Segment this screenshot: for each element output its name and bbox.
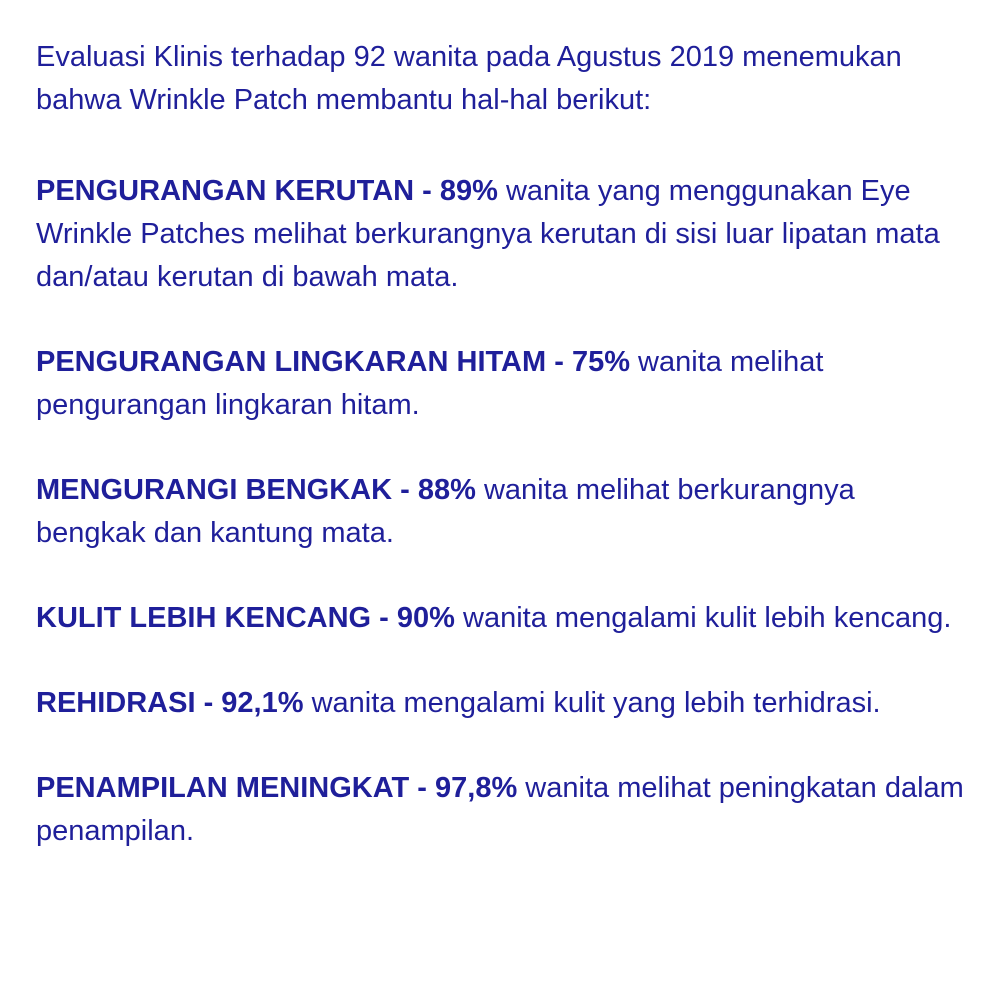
intro-text: Evaluasi Klinis terhadap 92 wanita pada Agustus 2019 menemukan bahwa Wrinkle Patch membantu hal-hal berikut: [36,41,902,116]
finding-heading: PENAMPILAN MENINGKAT [36,772,410,804]
finding-heading: PENGURANGAN KERUTAN [36,175,415,207]
finding-separator: - [392,474,418,506]
finding-text: wanita melihat pengurangan lingkaran hitam. [36,346,824,421]
finding-stat: 88% [417,474,476,506]
finding-stat: 75% [571,346,630,378]
finding-stat: 89% [439,175,498,207]
finding-heading: KULIT LEBIH KENCANG [36,602,372,634]
finding-firmer-skin [36,597,966,640]
finding-text: wanita melihat berkurangnya bengkak dan kantung mata. [36,474,855,549]
finding-separator: - [409,772,436,804]
finding-stat: 97,8% [435,772,518,804]
finding-separator: - [546,346,572,378]
finding-text: wanita mengalami kulit lebih kencang. [454,602,952,634]
finding-heading: REHIDRASI [36,687,196,719]
finding-text: wanita mengalami kulit yang lebih terhidrasi. [303,687,881,719]
finding-wrinkle-reduction [36,170,966,299]
clinical-evaluation-page [36,36,966,853]
finding-separator: - [195,687,222,719]
finding-dark-circle-reduction [36,341,966,427]
finding-text: wanita melihat peningkatan dalam penampilan. [36,772,964,847]
finding-separator: - [371,602,397,634]
finding-separator: - [414,175,440,207]
finding-improved-appearance [36,767,966,853]
finding-rehydration [36,682,966,725]
finding-heading: MENGURANGI BENGKAK [36,474,393,506]
finding-puffiness-reduction [36,469,966,555]
finding-text: wanita yang menggunakan Eye Wrinkle Patches melihat berkurangnya kerutan di sisi luar lipatan mata dan/atau kerutan di bawah mata. [36,175,940,293]
finding-stat: 92,1% [221,687,304,719]
finding-heading: PENGURANGAN LINGKARAN HITAM [36,346,547,378]
finding-stat: 90% [396,602,455,634]
